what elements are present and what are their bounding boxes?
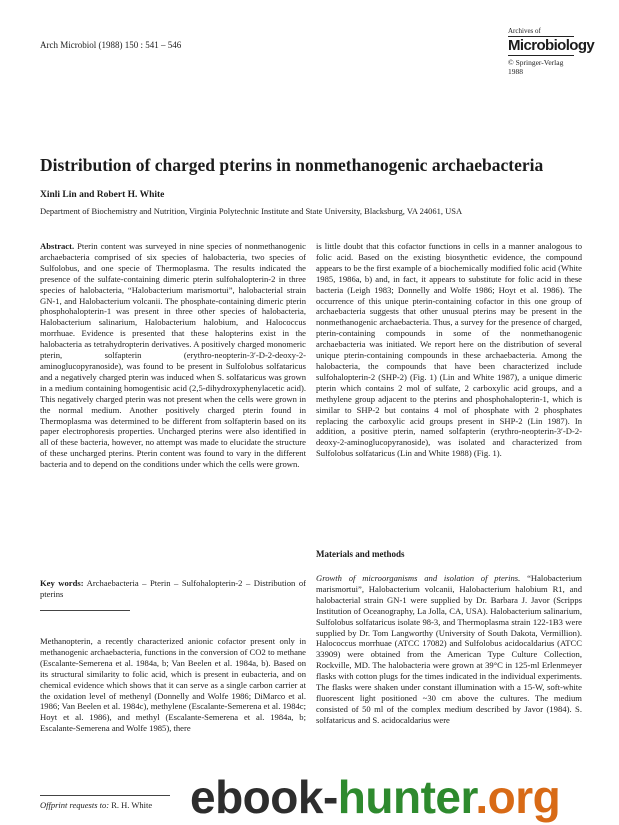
journal-citation: Arch Microbiol (1988) 150 : 541 – 546 — [40, 40, 182, 50]
section-divider — [40, 610, 130, 611]
journal-kicker: Archives of — [508, 27, 574, 37]
journal-masthead — [508, 27, 595, 76]
keywords-label: Key words: — [40, 578, 84, 588]
offprint-footnote — [40, 800, 152, 810]
copyright-notice: © Springer-Verlag 1988 — [508, 55, 574, 76]
methods-heading: Materials and methods — [316, 549, 405, 559]
watermark-logo — [190, 772, 560, 822]
article-title: Distribution of charged pterins in nonmethanogenic archaebacteria — [40, 155, 544, 175]
watermark-part-2: hunter — [337, 771, 476, 823]
methods-text: “Halobacterium marismortui”, Halobacterium volcanii, Halobacterium halobium R1, and halobacterial strain GN-1 were supplied by Dr. Barbara J. Javor (Scripps Institution of Oceanography, La Jolla, CA, USA). Halobacterium salinarium, Sulfolobus solfataricus isolate 98-3, and Thermoplasma strain 122-1B3 were supplied by Dr. Tom Langworthy (University of South Dakota, Vermillion). Halococcus morrhuae (ATCC 17082) and Sulfolobus acidocaldarius (ATCC 33909) were obtained from the American Type Culture Collection, Rockville, MD. The halobacteria were grown at 39°C in 125-ml Erlenmeyer flasks with cotton plugs for the times indicated in the individual experiments. The flasks were shaken under constant illumination with a 15-W, soft-white fluorescent light positioned ~30 cm above the cultures. The medium consisted of 50 ml of the complex medium described by Javor (1984). S. solfataricus and S. acidocaldarius were — [316, 573, 582, 725]
abstract-text: Pterin content was surveyed in nine species of nonmethanogenic archaebacteria comprised of six species of halobacteria, two species of Sulfolobus, and one specie of Thermoplasma. The results indicated the presence of the sulfate-containing dimeric pterin sulfohalopterin-2 in three species of halobacteria, “Halobacterium marismortui”, halobacterial strain GN-1, and Halobacterium volcanii. The phosphate-containing dimeric pterin phosphohalopterin-1 was present in three other species of halobacteria, Halobacterium salinarium, Halobacterium halobium, and Halococcus morrhuae. Evidence is presented that these halopterins exist in the halobacteria as tetrahydropterin derivatives. A positively charged monomeric pterin, solfapterin (erythro-neopterin-3′-D-2-deoxy-2-aminoglucopyranoside), was found to be present in Sulfolobus solfataricus and a negatively charged pterin was induced when S. solfataricus was grown in a medium containing homogentisic acid (2,5-dihydroxyphenylacetic acid). This negatively charged pterin was not present when the cells were grown in the normal medium. Another positively charged pterin found in Thermoplasma was determined to be different from solfapterin based on its paper electrophoresis properties. Uncharged pterins were also identified in all of these bacteria, however, no attempt was made to elucidate the structure of these uncharged pterins. Pterin content was found to vary in the different bacteria and to depend on the conditions under which the cells were grown. — [40, 241, 306, 470]
methods-body — [316, 573, 582, 726]
introduction-right: is little doubt that this cofactor functions in cells in a manner analogous to folic acid. Based on the existing biosynthetic evidence, the compound appears to be the first example of a biochemically modified folic acid (White 1985, 1986a, b) and, in fact, it appears to substitute for folic acid in these bacteria (Leigh 1983; Donnelly and Wolfe 1986; Hoyt et al. 1986). The occurrence of this unique pterin-containing cofactor in this one group of archaebacteria suggests that other unusual pterins may be present in the nonmethanogenic archaebacteria. Thus, a survey for the presence of charged, pterin-containing compounds in some of the nonmethanogenic archaebacteria was initiated. We report here on the distribution of several unique pterin-containing compounds in these archaebacteria. Among the halobacteria, the compounds that have been characterized include sulfohalopterin-2 (SHP-2) (Fig. 1) (Lin and White 1987), a unique dimeric pterin which contains 2 mol of sulfate, 2 carboxylic acid groups, and a methylene group adjacent to the pterins and phosphohalopterin-1, which is similar to SHP-2 but contains 4 mol of phosphate with 2 phosphates replacing the carboxylic acid groups present in SHP-2 (Lin 1987). In addition, a positive pterin, named solfapterin (erythro-neopterin-3′-D-2-deoxy-2-aminoglucopyranoside), was isolated and characterized from Sulfolobus solfataricus (Lin and White 1988) (Fig. 1). — [316, 241, 582, 459]
journal-title-logo: Microbiology — [508, 37, 595, 54]
methods-subheading: Growth of microorganisms and isolation of pterins. — [316, 573, 521, 583]
author-affiliation: Department of Biochemistry and Nutrition, Virginia Polytechnic Institute and State University, Blacksburg, VA 24061, USA — [40, 206, 463, 216]
offprint-name: R. H. White — [111, 800, 153, 810]
offprint-label: Offprint requests to: — [40, 800, 110, 810]
watermark-part-3: .org — [475, 771, 561, 823]
article-authors: Xinli Lin and Robert H. White — [40, 190, 165, 200]
abstract-label: Abstract. — [40, 241, 75, 251]
keywords — [40, 578, 306, 600]
abstract — [40, 241, 306, 470]
introduction-left: Methanopterin, a recently characterized anionic cofactor present only in methanogenic archaebacteria, functions in the conversion of CO2 to methane (Escalante-Semerena et al. 1984a, b; Van Beelen et al. 1984a, b). Based on its structural similarity to folic acid, which is present in eubacteria, and on chemical evidence which shows that it can serve as a single carbon carrier at the oxidation level of methenyl (Donnelly and Wolfe 1986; DiMarco et al. 1986; Van Beelen et al. 1984c), methylene (Escalante-Semerena et al. 1984c; Hoyt et al. 1986), and methyl (Escalante-Semerena et al. 1984a, b; Escalante-Semerena and Wolfe 1985), there — [40, 636, 306, 734]
keywords-text: Archaebacteria – Pterin – Sulfohalopterin-2 – Distribution of pterins — [40, 578, 306, 599]
footnote-divider — [40, 795, 170, 796]
watermark-part-1: ebook- — [190, 771, 338, 823]
